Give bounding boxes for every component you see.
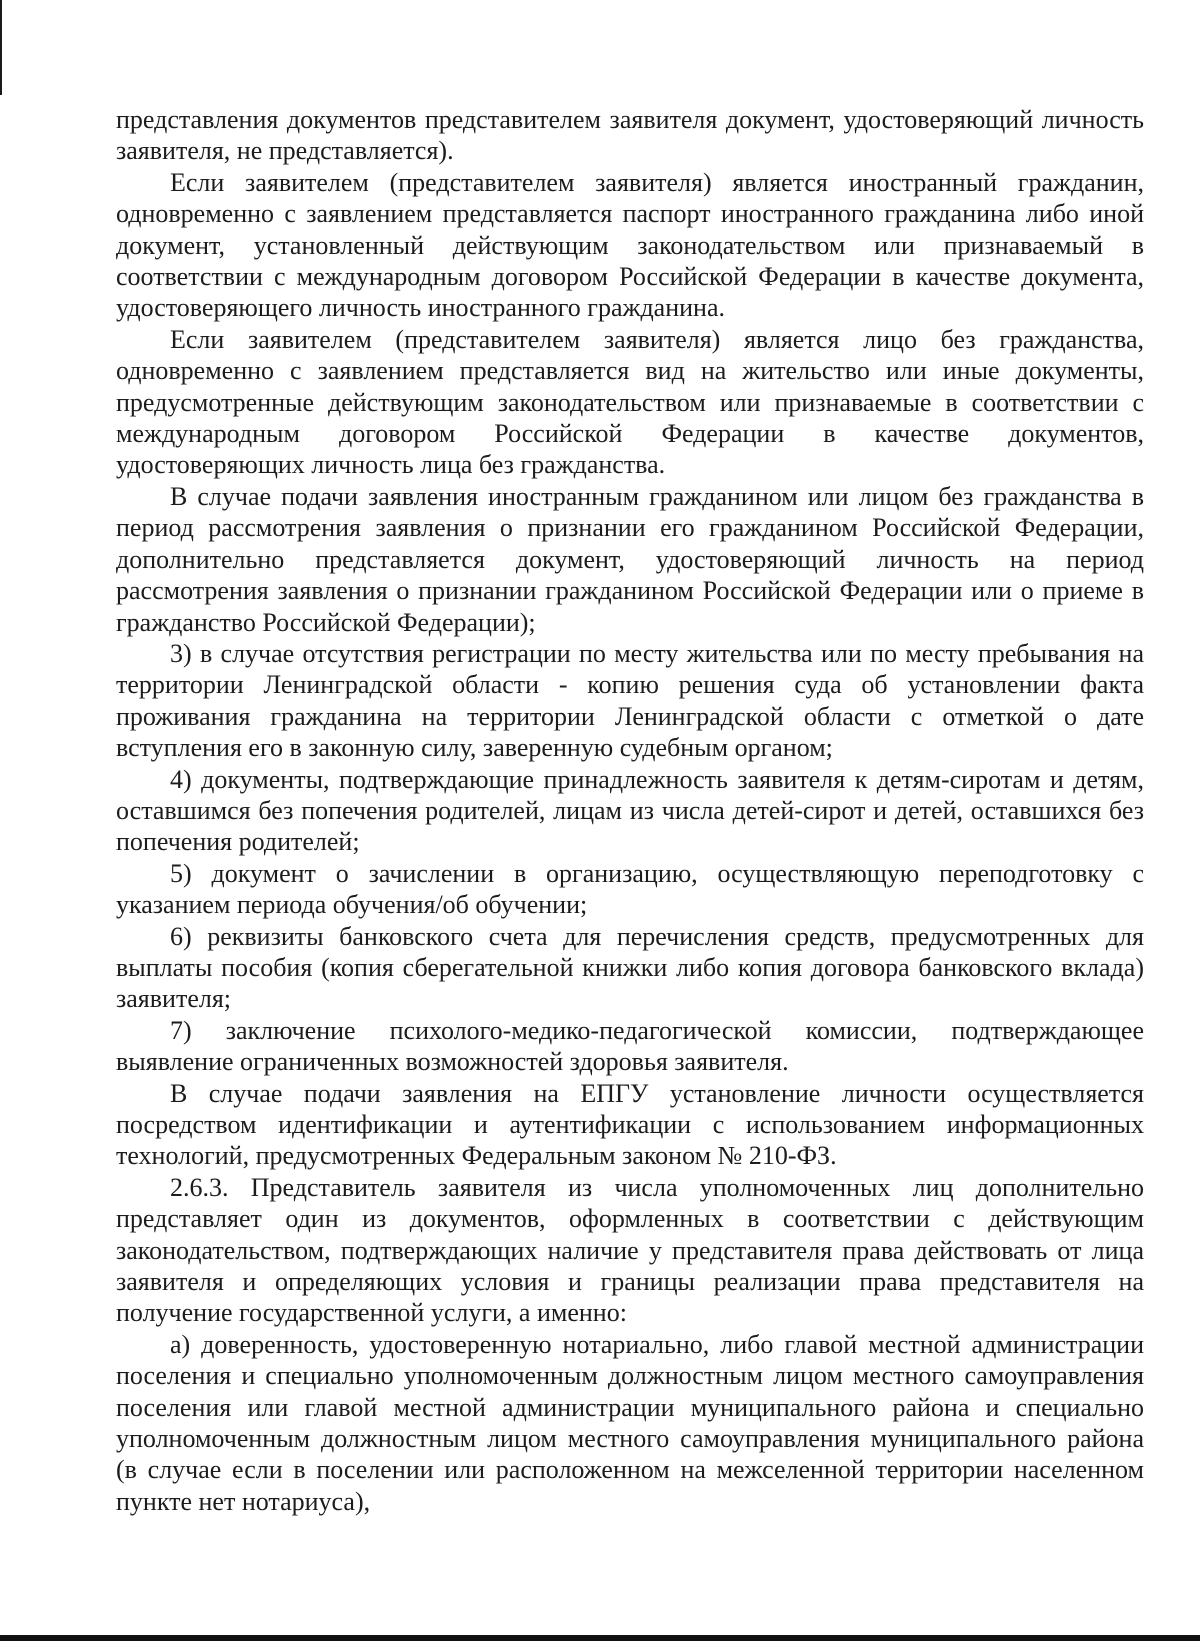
- list-item-5: 5) документ о зачислении в организацию, осуществляющую переподготовку с указанием периода обучения/об обучении;: [116, 858, 1144, 920]
- list-item-4: 4) документы, подтверждающие принадлежность заявителя к детям-сиротам и детям, оставшимся без попечения родителей, лицам из числа детей-сирот и детей, оставшихся без попечения родителей;: [116, 764, 1144, 857]
- paragraph-citizenship-review: В случае подачи заявления иностранным гражданином или лицом без гражданства в период рассмотрения заявления о признании его гражданином Российской Федерации, дополнительно представляется документ, удостоверяющий личность на период рассмотрения заявления о признании гражданином Российской Федерации или о приеме в гражданство Российской Федерации);: [116, 481, 1144, 637]
- scan-edge-bottom: [0, 1635, 1200, 1641]
- paragraph-stateless-person: Если заявителем (представителем заявителя) является лицо без гражданства, одновременно с заявлением представляется вид на жительство или иные документы, предусмотренные действующим законодательством или признаваемые в соответствии с международным договором Российской Федерации в качестве документов, удостоверяющих личность лица без гражданства.: [116, 324, 1144, 480]
- paragraph-epgu-identification: В случае подачи заявления на ЕПГУ установление личности осуществляется посредством идентификации и аутентификации с использованием информационных технологий, предусмотренных Федеральным законом № 210-ФЗ.: [116, 1078, 1144, 1171]
- list-item-6: 6) реквизиты банковского счета для перечисления средств, предусмотренных для выплаты пособия (копия сберегательной книжки либо копия договора банковского вклада) заявителя;: [116, 921, 1144, 1014]
- paragraph-foreign-citizen: Если заявителем (представителем заявителя) является иностранный гражданин, одновременно с заявлением представляется паспорт иностранного гражданина либо иной документ, установленный действующим законодательством или признаваемый в соответствии с международным договором Российской Федерации в качестве документа, удостоверяющего личность иностранного гражданина.: [116, 167, 1144, 323]
- paragraph-continuation: представления документов представителем заявителя документ, удостоверяющий личность заявителя, не представляется).: [116, 105, 1144, 166]
- list-item-3: 3) в случае отсутствия регистрации по месту жительства или по месту пребывания на территории Ленинградской области - копию решения суда об установлении факта проживания гражданина на территории Ленинградской области с отметкой о дате вступления его в законную силу, заверенную судебным органом;: [116, 638, 1144, 763]
- scan-edge-left: [0, 0, 2, 95]
- list-item-7: 7) заключение психолого-медико-педагогической комиссии, подтверждающее выявление ограниченных возможностей здоровья заявителя.: [116, 1015, 1144, 1077]
- section-2-6-3: 2.6.3. Представитель заявителя из числа уполномоченных лиц дополнительно представляет один из документов, оформленных в соответствии с действующим законодательством, подтверждающих наличие у представителя права действовать от лица заявителя и определяющих условия и границы реализации права представителя на получение государственной услуги, а именно:: [116, 1172, 1144, 1328]
- list-item-a: а) доверенность, удостоверенную нотариально, либо главой местной администрации поселения и специально уполномоченным должностным лицом местного самоуправления поселения или главой местной администрации муниципального района и специально уполномоченным должностным лицом местного самоуправления муниципального района (в случае если в поселении или расположенном на межселенной территории населенном пункте нет нотариуса),: [116, 1329, 1144, 1516]
- document-page: [116, 104, 1144, 1517]
